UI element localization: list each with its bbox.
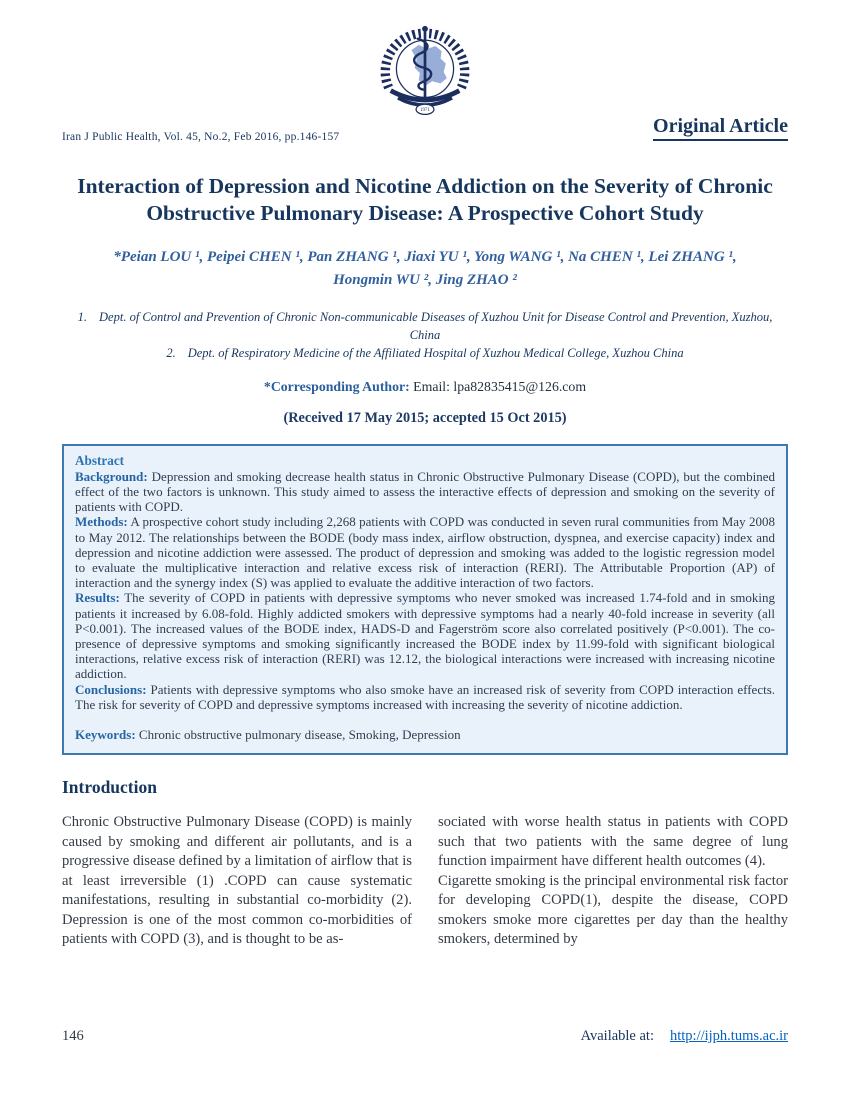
page-number: 146 xyxy=(62,1028,84,1044)
abstract-results-text: The severity of COPD in patients with depressive symptoms who never smoked was increased 1.74-fold and in smoking patients it increased by 6.08-fold. Highly addicted smokers with depressive symptoms had a nearly 40-fold increase in severity (all P<0.001). The increased values of the BODE index, HADS-D and Fagerström score also correlated positively (P<0.001). The co-presence of depressive symptoms and smoking significantly increased the BODE index by 11.99-fold with significant biological interactions, relative excess risk of interaction (RERI) was 12.12, the biological interactions were increased with increasing nicotine addiction. xyxy=(75,590,776,682)
corresponding-author-email: Email: lpa82835415@126.com xyxy=(413,378,587,394)
abstract-heading: Abstract xyxy=(75,452,125,468)
page-header xyxy=(62,25,788,147)
abstract-results-label: Results: xyxy=(75,590,120,606)
abstract-methods-text: A prospective cohort study including 2,268 patients with COPD was conducted in seven rural communities from May 2008 to May 2012. The relationships between the BODE (body mass index, airflow obstruction, dyspnea, and exercise capacity) index and depression and nicotine addiction were assessed. The product of depression and smoking was added to the logistic regression model to evaluate the multiplicative interaction and relative excess risk of interaction (RERI). The Attributable Proportion (AP) of interaction and the synergy index (S) was applied to evaluate the additive interaction of two factors. xyxy=(75,514,775,591)
keywords-line xyxy=(75,727,775,742)
received-accepted-dates: (Received 17 May 2015; accepted 15 Oct 2015) xyxy=(283,409,567,426)
authors-line: *Peian LOU ¹, Peipei CHEN ¹, Pan ZHANG ¹, Jiaxi YU ¹, Yong WANG ¹, Na CHEN ¹, Lei ZHANG ¹, Hongmin WU ², Jing ZHAO ² xyxy=(113,249,737,288)
intro-column-left xyxy=(62,813,412,950)
introduction-heading: Introduction xyxy=(62,777,157,798)
abstract-methods-label: Methods: xyxy=(75,514,128,530)
intro-column-right xyxy=(438,813,788,950)
abstract-background-label: Background: xyxy=(75,468,148,484)
emblem-graphic xyxy=(373,21,477,127)
journal-emblem-logo xyxy=(373,21,477,132)
intro-paragraph: sociated with worse health status in patients with COPD such that two patients with the same degree of lung function impairment have different health outcomes (4). xyxy=(438,814,788,870)
affiliation-number: 2. xyxy=(166,345,176,360)
affiliation-text: Dept. of Control and Prevention of Chronic Non-communicable Diseases of Xuzhou Unit for Disease Control and Prevention, Xuzhou, China xyxy=(99,310,773,343)
article-title: Interaction of Depression and Nicotine Addiction on the Severity of Chronic Obstructive Pulmonary Disease: A Prospective Cohort Study xyxy=(77,174,773,225)
corresponding-author-label: *Corresponding Author: xyxy=(263,378,410,394)
abstract-conclusions xyxy=(75,682,775,712)
corresponding-author-line xyxy=(62,379,788,395)
journal-citation: Iran J Public Health, Vol. 45, No.2, Feb 2016, pp.146-157 xyxy=(62,131,340,143)
abstract-results xyxy=(75,590,775,681)
abstract-background-text: Depression and smoking decrease health status in Chronic Obstructive Pulmonary Disease (COPD), but the combined effect of the two factors is unknown. This study aimed to assess the interactive effects of depression and smoking on the severity of patients with COPD. xyxy=(75,468,776,515)
journal-url-link[interactable]: http://ijph.tums.ac.ir xyxy=(669,1028,788,1044)
article-type-label: Original Article xyxy=(653,115,788,141)
available-at-label: Available at: xyxy=(580,1028,654,1044)
affiliation-text: Dept. of Respiratory Medicine of the Affiliated Hospital of Xuzhou Medical College, Xuzhou China xyxy=(187,345,684,360)
emblem-year: 1971 xyxy=(420,108,430,114)
intro-paragraph: Chronic Obstructive Pulmonary Disease (COPD) is mainly caused by smoking and different air pollutants, and is a progressive disease defined by a limitation of airflow that is at least irreversible (1) .COPD can cause systematic manifestations, resulting in substantial co-morbidity (2). Depression is one of the most common co-morbidities of patients with COPD (3), and is thought to be as- xyxy=(62,814,412,948)
intro-paragraph: Cigarette smoking is the principal environmental risk factor for developing COPD(1), despite the disease, COPD smokers smoke more cigarettes per day than the healthy smokers, determined by xyxy=(438,872,788,948)
affiliation-item xyxy=(67,309,783,345)
abstract-background xyxy=(75,469,775,515)
affiliation-item xyxy=(67,345,783,363)
affiliation-number: 1. xyxy=(77,310,88,325)
abstract-methods xyxy=(75,514,775,590)
affiliations-list xyxy=(67,309,783,362)
keywords-label: Keywords: xyxy=(75,727,136,743)
abstract-box xyxy=(62,444,788,756)
abstract-conclusions-text: Patients with depressive symptoms who also smoke have an increased risk of severity from COPD interaction effects. The risk for severity of COPD and depressive symptoms increased with increasing the severity of nicotine addiction. xyxy=(75,681,776,712)
keywords-text: Chronic obstructive pulmonary disease, Smoking, Depression xyxy=(138,727,461,743)
abstract-conclusions-label: Conclusions: xyxy=(75,681,147,697)
availability-line xyxy=(581,1028,788,1045)
introduction-body xyxy=(62,813,788,950)
page-footer xyxy=(62,1028,788,1045)
